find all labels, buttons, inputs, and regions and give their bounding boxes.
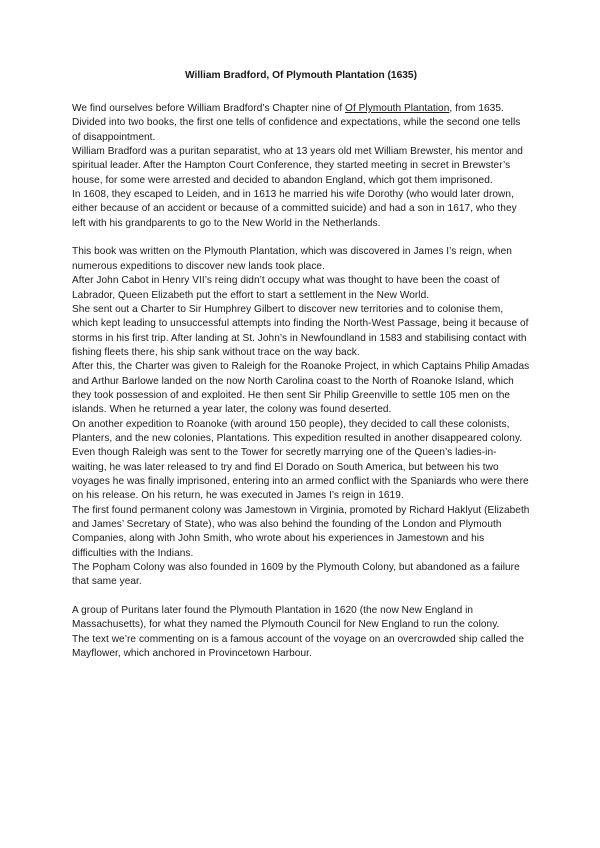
paragraph-spacer — [72, 590, 530, 604]
paragraph-leiden: In 1608, they escaped to Leiden, and in 1613 he married his wife Dorothy (who would later drown, either because of an accident or because of a committed suicide) and had a son in 1617, who they left with his grandparents to go to the New World in the Netherlands. — [72, 189, 517, 229]
paragraph-john-cabot: After John Cabot in Henry VII’s reing didn’t occupy what was thought to have been the coast of Labrador, Queen Elizabeth put the effort to start a settlement in the New World. — [72, 275, 500, 301]
paragraph-bradford-bio: William Bradford was a puritan separatist, who at 13 years old met William Brewster, his mentor and spiritual leader. After the Hampton Court Conference, they started meeting in secret in Brewster’s house, for some were arrested and decided to abandon England, which got them imprisoned. — [72, 146, 523, 186]
paragraph-puritans: A group of Puritans later found the Plymouth Plantation in 1620 (the now New England in Massachusetts), for what they named the Plymouth Council for New England to run the colony. — [72, 605, 500, 631]
paragraph-second-roanoke: On another expedition to Roanoke (with around 150 people), they decided to call these colonists, Planters, and the new colonies, Plantations. This expedition resulted in another disappeared colony. — [72, 418, 523, 444]
intro-text-end: , from 1635. Divided into two books, the first one tells of confidence and expectations, while the second one tells of disappointment. — [72, 103, 521, 143]
paragraph-book-context: This book was written on the Plymouth Plantation, which was discovered in James I’s reign, when numerous expeditions to discover new lands took place. — [72, 246, 512, 272]
paragraph-mayflower: The text we’re commenting on is a famous account of the voyage on an overcrowded ship called the Mayflower, which anchored in Provincetown Harbour. — [72, 633, 524, 660]
paragraph-jamestown: The first found permanent colony was Jamestown in Virginia, promoted by Richard Haklyut (Elizabeth and James’ Secretary of State), who was also behind the founding of the London and Plymouth Companies, along with John Smith, who wrote about his experiences in Jamestown and his difficulties with the Indians. — [72, 504, 530, 559]
paragraph-raleigh-roanoke: After this, the Charter was given to Raleigh for the Roanoke Project, in which Captains Philip Amadas and Arthur Barlowe landed on the now North Carolina coast to the North of Roanoke Island, which they took possession of and exploited. He then sent Sir Philip Greenville to settle 105 men on the islands. When he returned a year later, the colony was found deserted. — [72, 361, 530, 416]
intro-paragraph — [72, 102, 530, 145]
paragraph-gilbert: She sent out a Charter to Sir Humphrey Gilbert to discover new territories and to colonise them, which kept leading to unsuccessful attempts into finding the North-West Passage, being it because of storms in his first trip. After landing at St. John’s in Newfoundland in 1583 and stabilising contact with fishing fleets there, his ship sank without trace on the way back. — [72, 303, 529, 358]
paragraph-raleigh-tower: Even though Raleigh was sent to the Tower for secretly marrying one of the Queen’s ladies-in-waiting, he was later released to try and find El Dorado on South America, but between his two voyages he was finally imprisoned, entering into an armed conflict with the Spaniards who were there on his release. On his return, he was executed in James I’s reign in 1619. — [72, 447, 529, 502]
paragraph-spacer — [72, 231, 530, 245]
paragraph-popham: The Popham Colony was also founded in 1609 by the Plymouth Colony, but abandoned as a failure that same year. — [72, 562, 520, 588]
book-title-underlined: Of Plymouth Plantation — [345, 103, 450, 114]
intro-text-start: We find ourselves before William Bradford’s Chapter nine of — [72, 103, 346, 114]
document-title: William Bradford, Of Plymouth Plantation (1635) — [185, 70, 417, 81]
